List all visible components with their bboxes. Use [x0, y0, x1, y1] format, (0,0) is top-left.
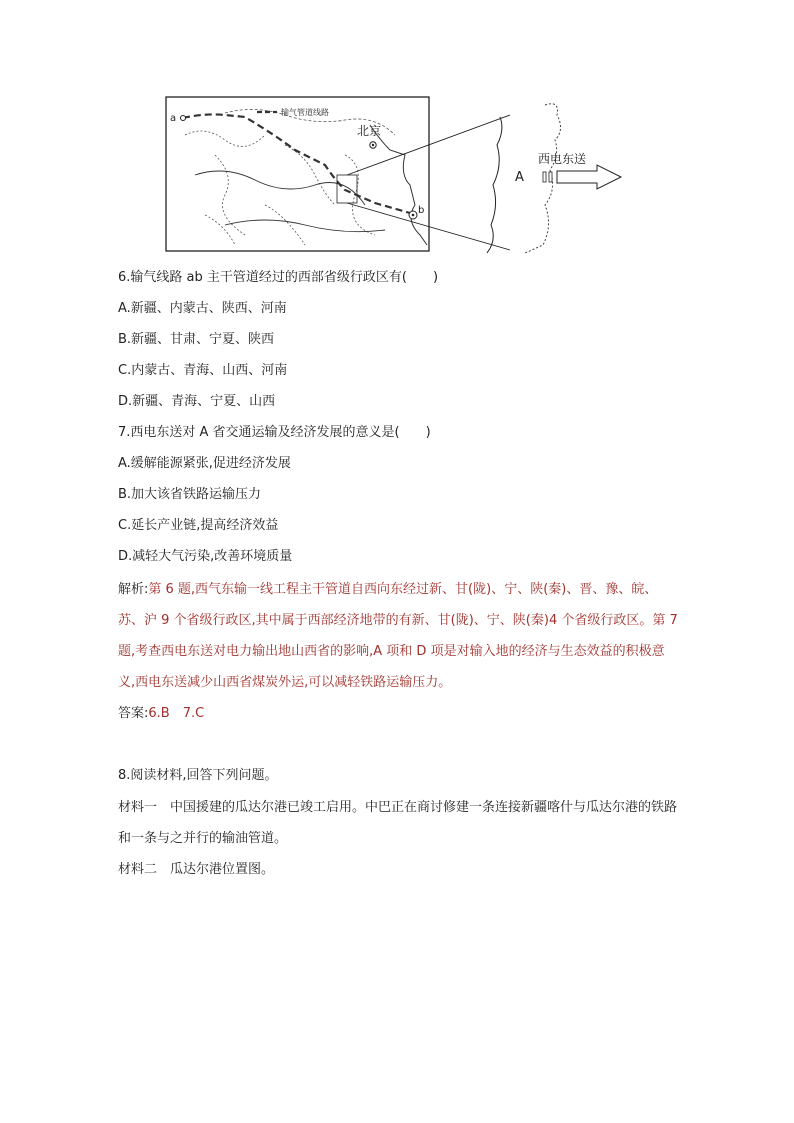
beijing-label: 北京	[357, 124, 382, 138]
power-bar-2	[549, 172, 552, 182]
q7-option-a: A.缓解能源紧张,促进经济发展	[118, 456, 291, 471]
q7-option-b: B.加大该省铁路运输压力	[118, 487, 262, 502]
power-bar-1	[543, 172, 546, 182]
q6-option-b: B.新疆、甘肃、宁夏、陕西	[118, 332, 275, 347]
q6-option-d: D.新疆、青海、宁夏、山西	[118, 394, 276, 409]
point-a-marker	[181, 116, 186, 121]
province-a-outline	[487, 117, 502, 253]
legend-label: 输气管道线路	[281, 108, 329, 117]
question-6: 6.输气线路 ab 主干管道经过的西部省级行政区有( )	[118, 270, 439, 285]
question-8: 8.阅读材料,回答下列问题。	[118, 768, 278, 783]
q7-option-d: D.减轻大气污染,改善环境质量	[118, 549, 293, 564]
answer-label: 答案:	[118, 706, 149, 721]
q6-option-c: C.内蒙古、青海、山西、河南	[118, 363, 288, 378]
analysis-text: 第 6 题,西气东输一线工程主干管道自西向东经过新、甘(陇)、宁、陕(秦)、晋、豫、皖、苏、沪 9 个省级行政区,其中属于西部经济地带的有新、甘(陇)、宁、陕(秦)4 个省级行政区。第 7 题,考查西电东送对电力输出地山西省的影响,A 项和 D 项是对输入地的经济与生态效益的积极意义,西电东送减少山西省煤炭外运,可以减轻铁路运输压力。	[118, 582, 678, 690]
map-frame	[166, 97, 429, 251]
power-arrow-icon	[557, 165, 621, 189]
q6-option-a: A.新疆、内蒙古、陕西、河南	[118, 301, 287, 316]
answer-line	[118, 704, 204, 724]
analysis-label: 解析:	[118, 582, 149, 597]
q7-option-c: C.延长产业链,提高经济效益	[118, 518, 279, 533]
point-a-label: a	[170, 113, 177, 124]
question-7: 7.西电东送对 A 省交通运输及经济发展的意义是( )	[118, 425, 431, 440]
west-east-power-label: 西电东送	[538, 152, 587, 166]
pipeline-map-figure	[165, 95, 630, 255]
province-a-label: A	[515, 170, 524, 185]
answer-value: 6.B 7.C	[148, 706, 205, 721]
point-b-label: b	[418, 205, 425, 216]
material-1: 材料一 中国援建的瓜达尔港已竣工启用。中巴正在商讨修建一条连接新疆喀什与瓜达尔港的铁路和一条与之并行的输油管道。	[118, 800, 678, 846]
material-2: 材料二 瓜达尔港位置图。	[118, 862, 275, 877]
analysis-block	[118, 574, 678, 698]
